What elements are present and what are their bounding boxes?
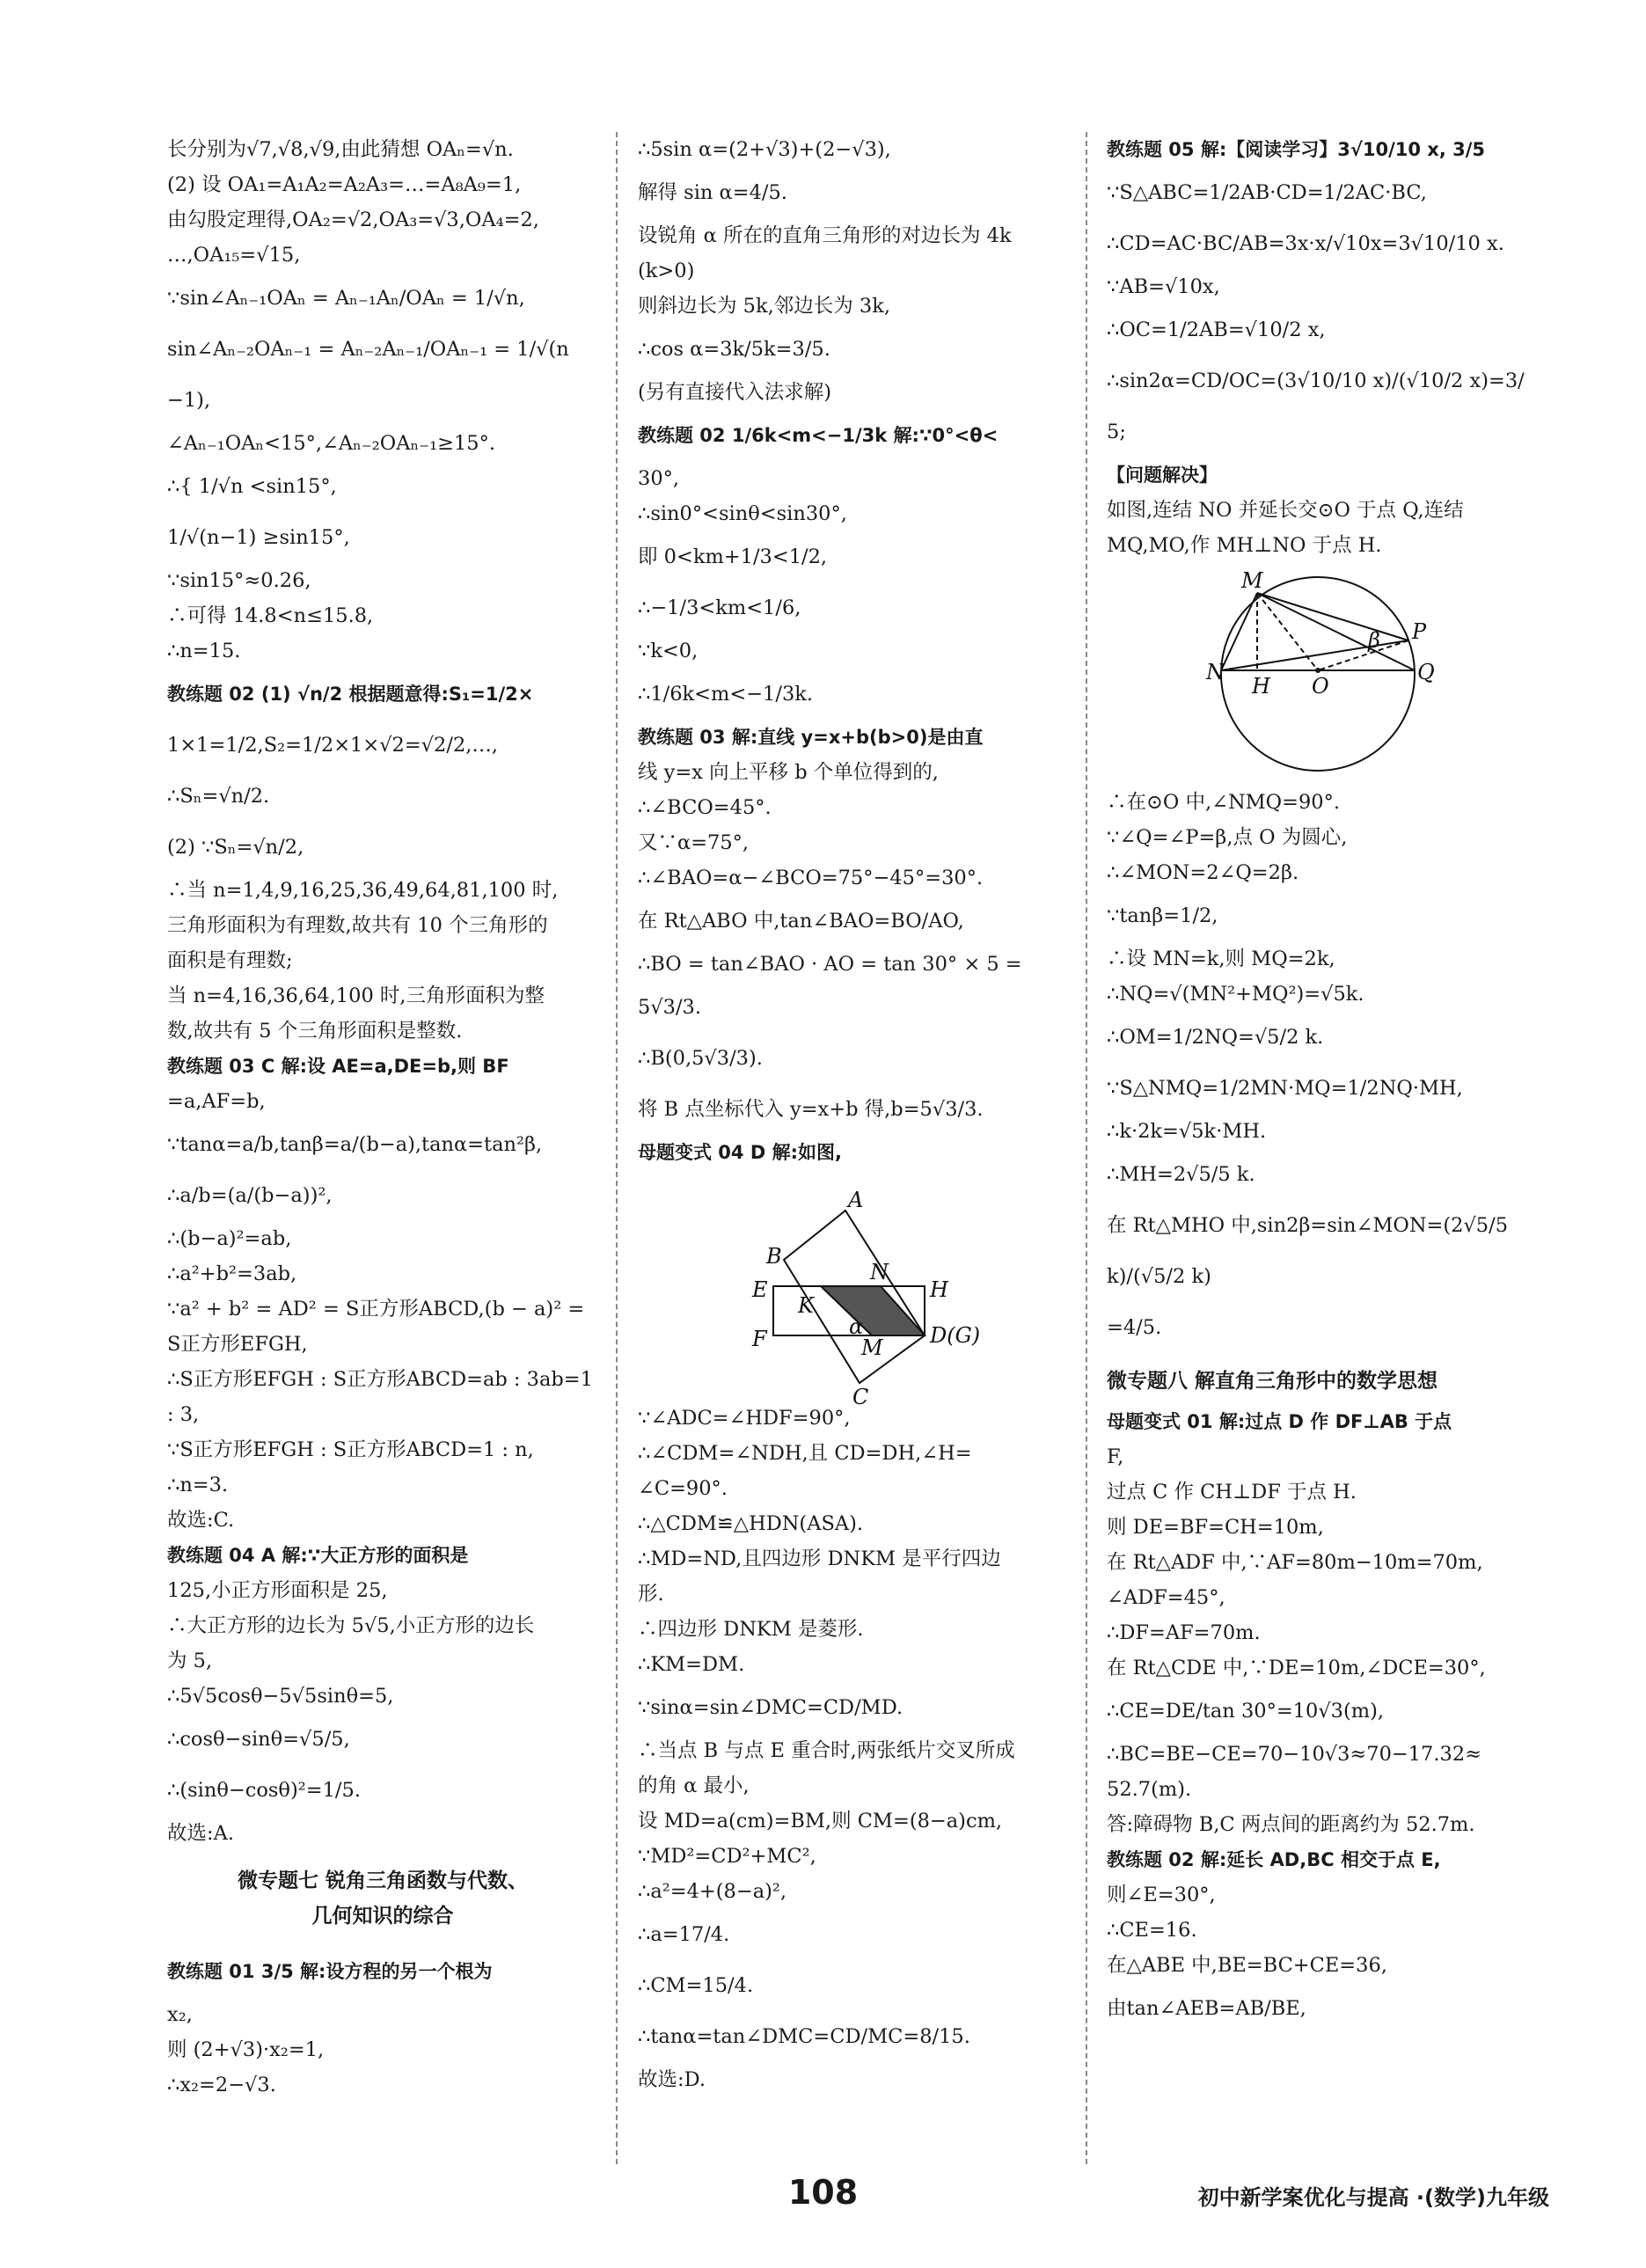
text-line: ∴可得 14.8<n≤15.8, [167,604,374,627]
text-line: (2) 设 OA₁=A₁A₂=A₂A₃=…=A₈A₉=1, [167,173,522,196]
exercise-line: 教练题 03 C 解:设 AE=a,DE=b,则 BF [167,1056,509,1077]
text-line: …,OA₁₅=√15, [167,244,301,267]
text-line: 则 (2+√3)·x₂=1, [167,2038,325,2061]
crossed-rectangles-figure [721,1175,984,1409]
text-line: 答:障碍物 B,C 两点间的距离约为 52.7m. [1107,1813,1475,1836]
segment-mq [1257,593,1415,670]
text-line: ∴sin2α=CD/OC=(3√10/10 x)/(√10/2 x)=3/5; [1107,369,1525,443]
circle-figure [1208,568,1437,779]
text-line: 当 n=4,16,36,64,100 时,三角形面积为整 [167,984,545,1007]
section-title: 微专题七 锐角三角函数与代数、 [237,1869,528,1892]
text-line: 面积是有理数; [167,949,293,972]
text-line: ∠C=90°. [638,1477,728,1500]
label-a: A [848,1188,864,1212]
label-m: M [861,1335,883,1360]
center-point [1315,668,1320,673]
text-line: ∴当 n=1,4,9,16,25,36,49,64,81,100 时, [167,879,559,902]
text-line: 由勾股定理得,OA₂=√2,OA₃=√3,OA₄=2, [167,209,539,231]
exercise-line: 教练题 02 解:延长 AD,BC 相交于点 E, [1107,1849,1441,1870]
text-line: ∴a/b=(a/(b−a))², [167,1184,333,1207]
text-line: ∵k<0, [638,640,699,662]
text-line: 在 Rt△ABO 中,tan∠BAO=BO/AO, [638,910,964,933]
text-line: 即 0<km+1/3<1/2, [638,545,828,568]
exercise-line: 母题变式 04 D 解:如图, [638,1142,842,1163]
text-line: ∴k·2k=√5k·MH. [1107,1120,1267,1143]
text-line: 线 y=x 向上平移 b 个单位得到的, [638,761,939,784]
text-line: ∴大正方形的边长为 5√5,小正方形的边长 [167,1614,535,1637]
book-title: 初中新学案优化与提高 ·(数学)九年级 [1197,2185,1549,2210]
text-line: 故选:D. [638,2068,706,2091]
text-line: ∴a²+b²=3ab, [167,1262,297,1285]
segment-mp [1257,593,1408,640]
label-h: H [1252,674,1270,699]
text-line: 在△ABE 中,BE=BC+CE=36, [1107,1954,1387,1977]
label-p: P [1412,619,1427,644]
text-line: ∴CD=AC·BC/AB=3x·x/√10x=3√10/10 x. [1107,232,1504,255]
text-line: (k>0) [638,260,695,282]
text-line: ∠Aₙ₋₁OAₙ<15°,∠Aₙ₋₂OAₙ₋₁≥15°. [167,432,495,455]
exercise-line: 教练题 01 3/5 解:设方程的另一个根为 [167,1961,493,1982]
label-k: K [798,1293,814,1318]
exercise-line: 教练题 03 解:直线 y=x+b(b>0)是由直 [638,727,984,748]
exercise-line: 教练题 05 解:【阅读学习】3√10/10 x, 3/5 [1107,139,1486,160]
text-line: ∴5√5cosθ−5√5sinθ=5, [167,1685,394,1708]
text-line: x₂, [167,2003,193,2026]
text-line: 则斜边长为 5k,邻边长为 3k, [638,295,891,318]
text-line: ∴(b−a)²=ab, [167,1227,292,1250]
exercise-line: 教练题 02 (1) √n/2 根据题意得:S₁=1/2× [167,684,534,705]
label-b: B [766,1244,782,1269]
text-line: 设锐角 α 所在的直角三角形的对边长为 4k [638,224,1012,247]
text-line: ∵a² + b² = AD² = S正方形ABCD,(b − a)² = [167,1298,585,1321]
text-line: 52.7(m). [1107,1778,1192,1801]
text-line: ∵tanα=a/b,tanβ=a/(b−a),tanα=tan²β, [167,1133,543,1156]
text-line: =a,AF=b, [167,1090,266,1113]
label-alpha: α [849,1314,864,1339]
text-line: 解得 sin α=4/5. [638,181,787,204]
exercise-line: 教练题 04 A 解:∵大正方形的面积是 [167,1545,469,1566]
text-line: 又∵α=75°, [638,831,750,854]
text-line: 在 Rt△CDE 中,∵DE=10m,∠DCE=30°, [1107,1657,1486,1679]
text-line: ∴cos α=3k/5k=3/5. [638,338,830,361]
label-n: N [870,1260,889,1284]
text-line: sin∠Aₙ₋₂OAₙ₋₁ = Aₙ₋₂Aₙ₋₁/OAₙ₋₁ = 1/√(n−1), [167,338,569,412]
text-line: ∴sin0°<sinθ<sin30°, [638,502,847,525]
text-line: 设 MD=a(cm)=BM,则 CM=(8−a)cm, [638,1810,1003,1833]
text-line: ∴x₂=2−√3. [167,2074,276,2096]
text-line: ∴当点 B 与点 E 重合时,两张纸片交叉所成 [638,1739,1015,1762]
section-title: 微专题八 解直角三角形中的数学思想 [1107,1370,1438,1393]
text-line: 在 Rt△MHO 中,sin2β=sin∠MON=(2√5/5 k)/(√5/2 k) [1107,1214,1509,1288]
label-e: E [752,1277,768,1302]
exercise-line: 母题变式 01 解:过点 D 作 DF⊥AB 于点 [1107,1411,1452,1432]
text-line: ∴BO = tan∠BAO · AO = tan 30° × 5 = [638,953,1022,976]
column-divider-2 [1086,132,1087,2164]
text-line: ∴∠BCO=45°. [638,796,772,819]
text-line: (2) ∵Sₙ=√n/2, [167,836,304,859]
text-line: ∴(sinθ−cosθ)²=1/5. [167,1779,361,1802]
column-middle [638,132,1067,2164]
text-line: 则∠E=30°, [1107,1884,1216,1906]
text-line: ∵∠ADC=∠HDF=90°, [638,1407,851,1430]
text-line: ∴MD=ND,且四边形 DNKM 是平行四边 [638,1547,1001,1570]
text-line: ∴在⊙O 中,∠NMQ=90°. [1107,791,1341,814]
section-title: 几何知识的综合 [311,1905,454,1928]
text-line: ∴OM=1/2NQ=√5/2 k. [1107,1026,1324,1049]
label-d: D(G) [930,1323,981,1348]
text-line: 数,故共有 5 个三角形面积是整数. [167,1020,463,1043]
text-line: ∴MH=2√5/5 k. [1107,1163,1255,1186]
text-line: 1/√(n−1) ≥sin15°, [167,526,350,549]
text-line: ∴n=3. [167,1474,229,1496]
text-line: 1×1=1/2,S₂=1/2×1×√2=√2/2,…, [167,734,499,757]
text-line: ∵tanβ=1/2, [1107,904,1218,927]
text-line: ∴四边形 DNKM 是菱形. [638,1618,864,1641]
segment-mo [1257,593,1318,670]
text-line: 5√3/3. [638,996,702,1019]
text-line: ∴CM=15/4. [638,1974,754,1997]
text-line: ∴5sin α=(2+√3)+(2−√3), [638,138,891,161]
text-line: ∴n=15. [167,640,241,662]
text-line: ∴OC=1/2AB=√10/2 x, [1107,318,1326,341]
text-line: ∴△CDM≌△HDN(ASA). [638,1512,864,1535]
text-line: ∵S正方形EFGH : S正方形ABCD=1 : n, [167,1438,534,1461]
text-line: ∴CE=DE/tan 30°=10√3(m), [1107,1700,1385,1723]
text-line: ∵AB=√10x, [1107,275,1220,298]
text-line: ∵sin∠Aₙ₋₁OAₙ = Aₙ₋₁Aₙ/OAₙ = 1/√n, [167,287,525,310]
text-line: 30°, [638,467,680,490]
text-line: 则 DE=BF=CH=10m, [1107,1516,1324,1539]
text-line: ∴B(0,5√3/3). [638,1047,763,1070]
text-line: 在 Rt△ADF 中,∵AF=80m−10m=70m, [1107,1551,1483,1574]
text-line: ∠ADF=45°, [1107,1586,1225,1609]
text-line: =4/5. [1107,1316,1162,1339]
text-line: 将 B 点坐标代入 y=x+b 得,b=5√3/3. [638,1098,984,1121]
label-c: C [852,1385,869,1409]
text-line: 如图,连结 NO 并延长交⊙O 于点 Q,连结 [1107,499,1464,522]
text-line: 的角 α 最小, [638,1774,750,1797]
label-m: M [1241,568,1263,593]
text-line: ∴NQ=√(MN²+MQ²)=√5k. [1107,983,1364,1006]
text-line: MQ,MO,作 MH⊥NO 于点 H. [1107,534,1382,557]
text-line: 故选:C. [167,1509,235,1532]
text-line: ∴∠BAO=α−∠BCO=75°−45°=30°. [638,867,984,889]
text-line: ∵MD²=CD²+MC², [638,1845,816,1868]
text-line: 为 5, [167,1650,213,1672]
text-line: ∴∠CDM=∠NDH,且 CD=DH,∠H= [638,1442,972,1465]
text-line: ∵S△NMQ=1/2MN·MQ=1/2NQ·MH, [1107,1077,1463,1100]
text-line: 故选:A. [167,1822,234,1845]
text-line: 过点 C 作 CH⊥DF 于点 H. [1107,1481,1357,1503]
text-line: 长分别为√7,√8,√9,由此猜想 OAₙ=√n. [167,138,514,161]
label-o: O [1312,674,1329,699]
label-h: H [930,1277,948,1302]
text-line: F, [1107,1445,1124,1468]
text-line: 125,小正方形面积是 25, [167,1579,388,1602]
segment-mn [1221,593,1257,670]
text-line: 三角形面积为有理数,故共有 10 个三角形的 [167,914,548,937]
text-line: ∴设 MN=k,则 MQ=2k, [1107,947,1335,970]
text-line: ∴a²=4+(8−a)², [638,1880,787,1903]
text-line: ∴BC=BE−CE=70−10√3≈70−17.32≈ [1107,1743,1482,1766]
text-line: ∴∠MON=2∠Q=2β. [1107,861,1299,884]
text-line: ∵∠Q=∠P=β,点 O 为圆心, [1107,826,1348,849]
text-line: ∵S△ABC=1/2AB·CD=1/2AC·BC, [1107,181,1427,204]
text-line: ∴CE=16. [1107,1919,1197,1942]
text-line: ∴−1/3<km<1/6, [638,596,801,619]
column-left [167,132,598,2164]
text-line: (另有直接代入法求解) [638,381,832,404]
label-n: N [1206,660,1225,684]
column-right [1107,132,1538,2164]
subsection-title: 【问题解决】 [1107,465,1218,486]
text-line: ∴1/6k<m<−1/3k. [638,683,814,706]
column-divider-1 [616,132,618,2164]
text-line: ∴tanα=tan∠DMC=CD/MC=8/15. [638,2025,970,2048]
text-line: ∴a=17/4. [638,1923,730,1946]
text-line: ∴S正方形EFGH : S正方形ABCD=ab : 3ab=1 : 3, [167,1368,593,1426]
label-beta: β [1368,628,1380,653]
exercise-line: 教练题 02 1/6k<m<−1/3k 解:∵0°<θ< [638,425,999,446]
text-line: ∴cosθ−sinθ=√5/5, [167,1728,350,1751]
text-line: ∵sinα=sin∠DMC=CD/MD. [638,1696,903,1719]
label-f: F [752,1327,767,1351]
text-line: ∵sin15°≈0.26, [167,569,311,592]
text-line: ∴DF=AF=70m. [1107,1621,1261,1644]
text-line: ∴{ 1/√n <sin15°, [167,475,337,498]
text-line: ∴KM=DM. [638,1653,745,1676]
text-line: ∴Sₙ=√n/2. [167,785,270,808]
text-line: S正方形EFGH, [167,1333,308,1356]
text-line: 由tan∠AEB=AB/BE, [1107,1997,1306,2020]
text-line: 形. [638,1583,664,1606]
label-q: Q [1417,660,1435,684]
page-number: 108 [787,2173,859,2212]
